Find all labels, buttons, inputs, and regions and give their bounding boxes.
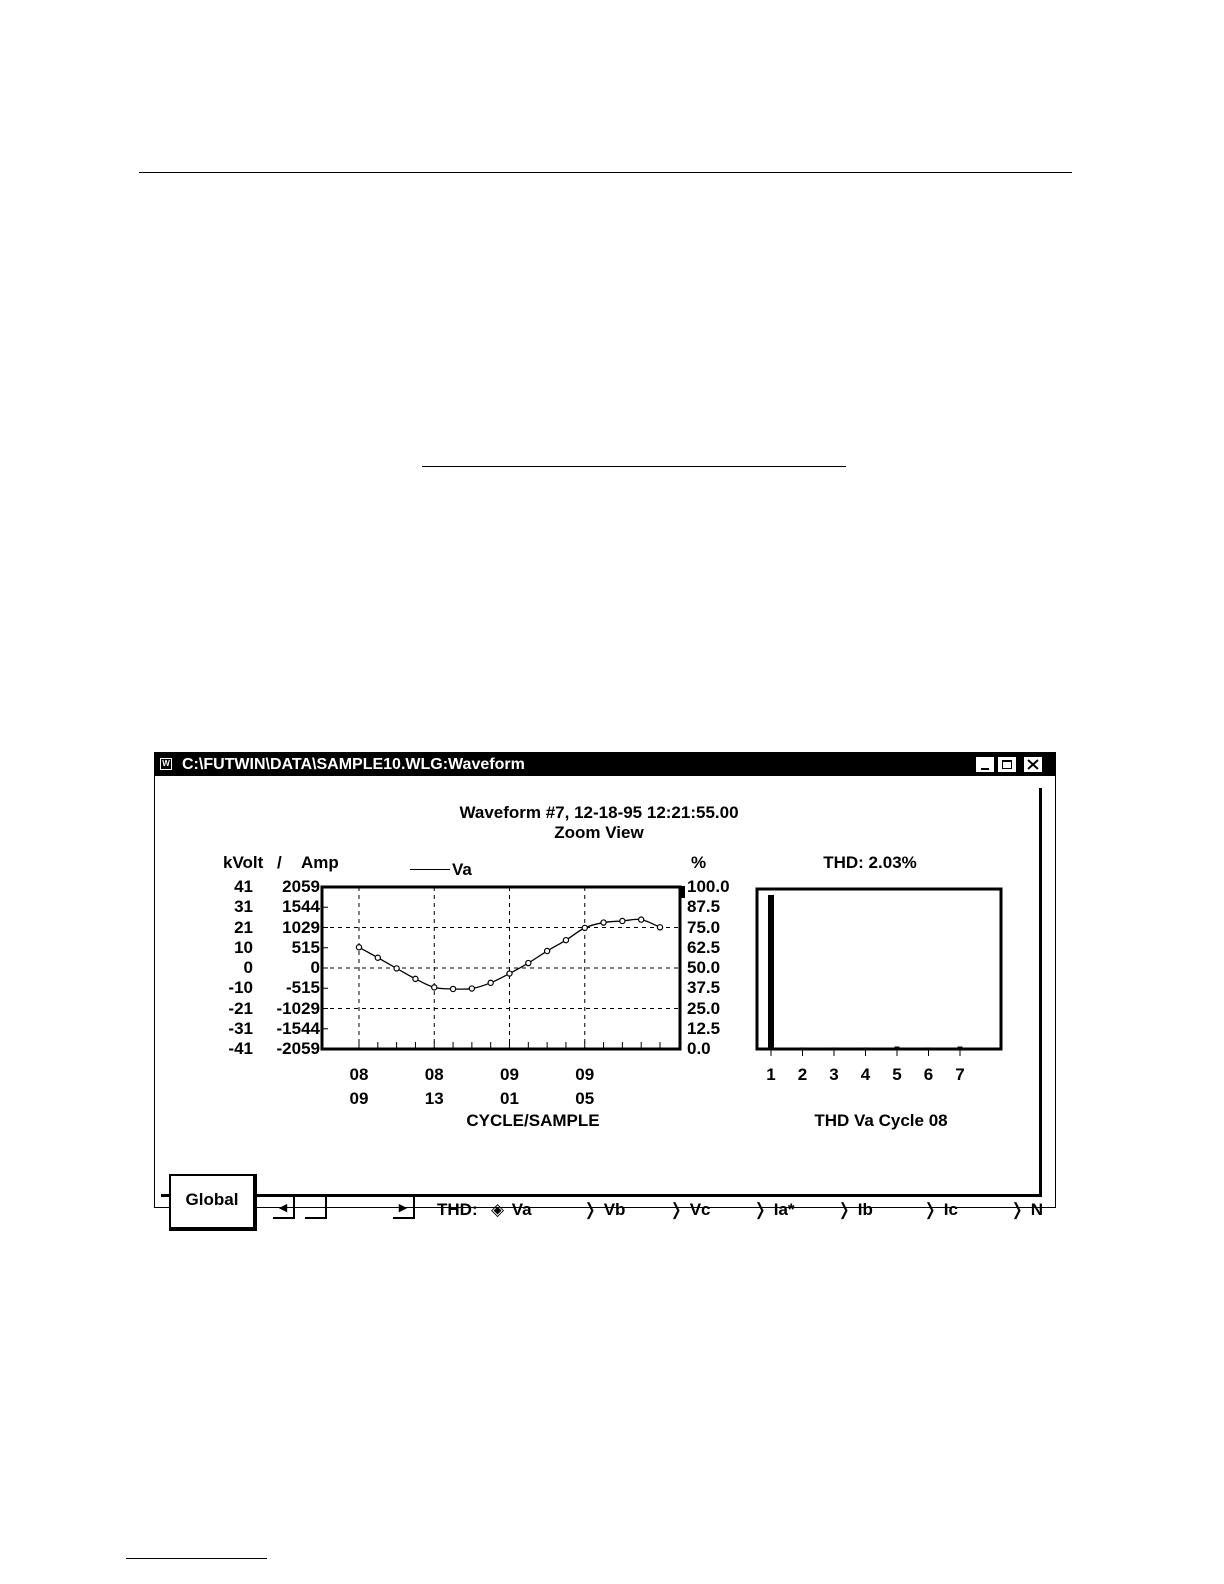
amp-tick-label: 1029 bbox=[282, 917, 320, 937]
document-icon[interactable]: W bbox=[160, 758, 172, 770]
thd-bar bbox=[958, 1047, 963, 1049]
thd-harmonic-label: 1 bbox=[766, 1065, 776, 1084]
x-tick-cycle-label: 08 bbox=[424, 1065, 444, 1084]
window-title: C:\FUTWIN\DATA\SAMPLE10.WLG:Waveform bbox=[182, 756, 525, 773]
va-data-point bbox=[469, 986, 474, 991]
right-edge-bar bbox=[1039, 788, 1042, 1196]
va-data-point bbox=[657, 925, 662, 930]
va-data-point bbox=[432, 985, 437, 990]
thd-bar bbox=[895, 1047, 900, 1049]
title-bar[interactable] bbox=[155, 753, 1055, 776]
legend-label: Va bbox=[452, 860, 472, 879]
footnote-rule bbox=[126, 1558, 267, 1559]
channel-label: Vb bbox=[599, 1200, 626, 1219]
x-tick-sample-label: 05 bbox=[575, 1089, 595, 1108]
percent-marker bbox=[681, 886, 685, 898]
thd-harmonic-label: 6 bbox=[923, 1065, 934, 1084]
amp-axis-label: Amp bbox=[301, 853, 339, 872]
percent-tick-label: 0.0 bbox=[687, 1039, 711, 1058]
amp-tick-label: 2059 bbox=[282, 877, 320, 896]
channel-radio-va[interactable] bbox=[491, 1200, 532, 1220]
percent-axis-label: % bbox=[691, 853, 707, 872]
amp-tick-label: -1544 bbox=[276, 1018, 320, 1038]
thd-bar bbox=[863, 1047, 868, 1049]
x-axis-label: CYCLE/SAMPLE bbox=[466, 1111, 600, 1130]
channel-label: Ib bbox=[853, 1200, 873, 1219]
minimize-button[interactable] bbox=[975, 756, 995, 773]
right-arrow-icon: ▶ bbox=[398, 1202, 408, 1214]
va-data-point bbox=[450, 986, 455, 991]
va-data-point bbox=[563, 938, 568, 943]
percent-tick-label: 12.5 bbox=[687, 1018, 721, 1038]
percent-tick-label: 75.0 bbox=[687, 917, 721, 937]
va-data-point bbox=[526, 960, 531, 965]
kvolt-axis-label: kVolt bbox=[223, 853, 264, 872]
global-button[interactable]: Global bbox=[169, 1174, 257, 1231]
amp-tick-label: 0 bbox=[310, 958, 320, 977]
radio-unselected-icon: ❭ bbox=[583, 1200, 598, 1219]
x-tick-cycle-label: 08 bbox=[349, 1065, 369, 1084]
x-tick-sample-label: 01 bbox=[500, 1089, 519, 1108]
kvolt-tick-label: -41 bbox=[228, 1039, 253, 1058]
amp-tick-label: 1544 bbox=[282, 897, 320, 917]
va-data-point bbox=[413, 976, 418, 981]
left-arrow-icon: ◀ bbox=[278, 1202, 288, 1214]
close-icon bbox=[1024, 757, 1042, 772]
thd-harmonic-label: 5 bbox=[892, 1065, 902, 1084]
radio-unselected-icon: ❭ bbox=[1010, 1200, 1025, 1219]
x-tick-sample-label: 09 bbox=[349, 1089, 369, 1108]
thd-bar bbox=[926, 1047, 931, 1049]
percent-tick-label: 87.5 bbox=[687, 897, 721, 917]
va-data-point bbox=[375, 955, 380, 960]
close-button[interactable] bbox=[1023, 756, 1043, 773]
va-data-point bbox=[582, 925, 587, 930]
scroll-right-button[interactable] bbox=[393, 1197, 415, 1219]
amp-tick-label: 515 bbox=[291, 937, 320, 957]
channel-label: Va bbox=[507, 1200, 532, 1219]
channel-radio-vc[interactable] bbox=[669, 1200, 711, 1220]
kvolt-tick-label: 0 bbox=[243, 958, 253, 977]
kvolt-tick-label: -21 bbox=[228, 998, 253, 1018]
thd-harmonic-label: 2 bbox=[797, 1065, 808, 1084]
percent-tick-label: 37.5 bbox=[687, 978, 721, 998]
va-data-point bbox=[488, 980, 493, 985]
kvolt-tick-label: -10 bbox=[228, 978, 253, 998]
channel-radio-ia-star[interactable] bbox=[753, 1200, 795, 1220]
percent-tick-label: 25.0 bbox=[687, 998, 721, 1018]
va-data-point bbox=[394, 966, 399, 971]
va-data-point bbox=[639, 917, 644, 922]
thd-chart-label: THD Va Cycle 08 bbox=[814, 1111, 948, 1130]
amp-tick-label: -1029 bbox=[276, 998, 320, 1018]
waveform-title: Waveform #7, 12-18-95 12:21:55.00 bbox=[459, 803, 739, 822]
kvolt-tick-label: -31 bbox=[228, 1018, 253, 1038]
thd-bar bbox=[768, 895, 774, 1049]
radio-selected-icon: ◈ bbox=[491, 1200, 505, 1219]
amp-tick-label: -515 bbox=[285, 978, 320, 998]
kvolt-tick-label: 41 bbox=[234, 877, 253, 896]
scroll-track[interactable] bbox=[305, 1197, 327, 1219]
channel-radio-ic[interactable] bbox=[923, 1200, 958, 1220]
maximize-icon bbox=[1002, 760, 1012, 769]
radio-unselected-icon: ❭ bbox=[753, 1200, 768, 1219]
percent-tick-label: 100.0 bbox=[687, 877, 730, 896]
channel-radio-vb[interactable] bbox=[583, 1200, 625, 1220]
va-data-point bbox=[356, 945, 361, 950]
channel-label: N bbox=[1026, 1200, 1043, 1219]
thd-value: THD: 2.03% bbox=[823, 853, 917, 872]
percent-tick-label: 50.0 bbox=[687, 958, 721, 977]
caption-rule bbox=[422, 466, 846, 467]
kvolt-tick-label: 21 bbox=[234, 917, 253, 937]
channel-label: Vc bbox=[685, 1200, 711, 1219]
x-tick-cycle-label: 09 bbox=[575, 1065, 595, 1084]
x-tick-cycle-label: 09 bbox=[500, 1065, 519, 1084]
radio-unselected-icon: ❭ bbox=[669, 1200, 684, 1219]
minimize-icon bbox=[981, 768, 989, 770]
va-data-point bbox=[620, 918, 625, 923]
channel-radio-n[interactable] bbox=[1010, 1200, 1043, 1220]
axis-separator: / bbox=[277, 853, 282, 872]
x-tick-sample-label: 13 bbox=[424, 1089, 444, 1108]
scroll-left-button[interactable] bbox=[273, 1197, 295, 1219]
va-data-point bbox=[601, 920, 606, 925]
channel-label: Ia* bbox=[769, 1200, 795, 1219]
channel-radio-ib[interactable] bbox=[837, 1200, 873, 1220]
charts-canvas bbox=[155, 776, 1055, 1207]
zoom-view-label: Zoom View bbox=[554, 823, 644, 842]
radio-unselected-icon: ❭ bbox=[837, 1200, 852, 1219]
va-data-point bbox=[545, 948, 550, 953]
thd-harmonic-label: 4 bbox=[860, 1065, 871, 1084]
radio-unselected-icon: ❭ bbox=[923, 1200, 938, 1219]
waveform-window bbox=[154, 752, 1056, 1219]
kvolt-tick-label: 31 bbox=[234, 897, 253, 917]
top-rule bbox=[139, 172, 1072, 173]
thd-plot-frame bbox=[757, 889, 1001, 1049]
thd-harmonic-label: 7 bbox=[955, 1065, 965, 1084]
maximize-button[interactable] bbox=[997, 756, 1017, 773]
channel-label: Ic bbox=[939, 1200, 958, 1219]
amp-tick-label: -2059 bbox=[276, 1039, 320, 1058]
percent-tick-label: 62.5 bbox=[687, 937, 721, 957]
window-content bbox=[155, 776, 1055, 1219]
va-data-point bbox=[507, 971, 512, 976]
kvolt-tick-label: 10 bbox=[234, 937, 253, 957]
thd-bar bbox=[800, 1047, 805, 1049]
thd-harmonic-label: 3 bbox=[829, 1065, 839, 1084]
thd-bar bbox=[832, 1047, 837, 1049]
thd-selector-label: THD: bbox=[437, 1200, 478, 1219]
